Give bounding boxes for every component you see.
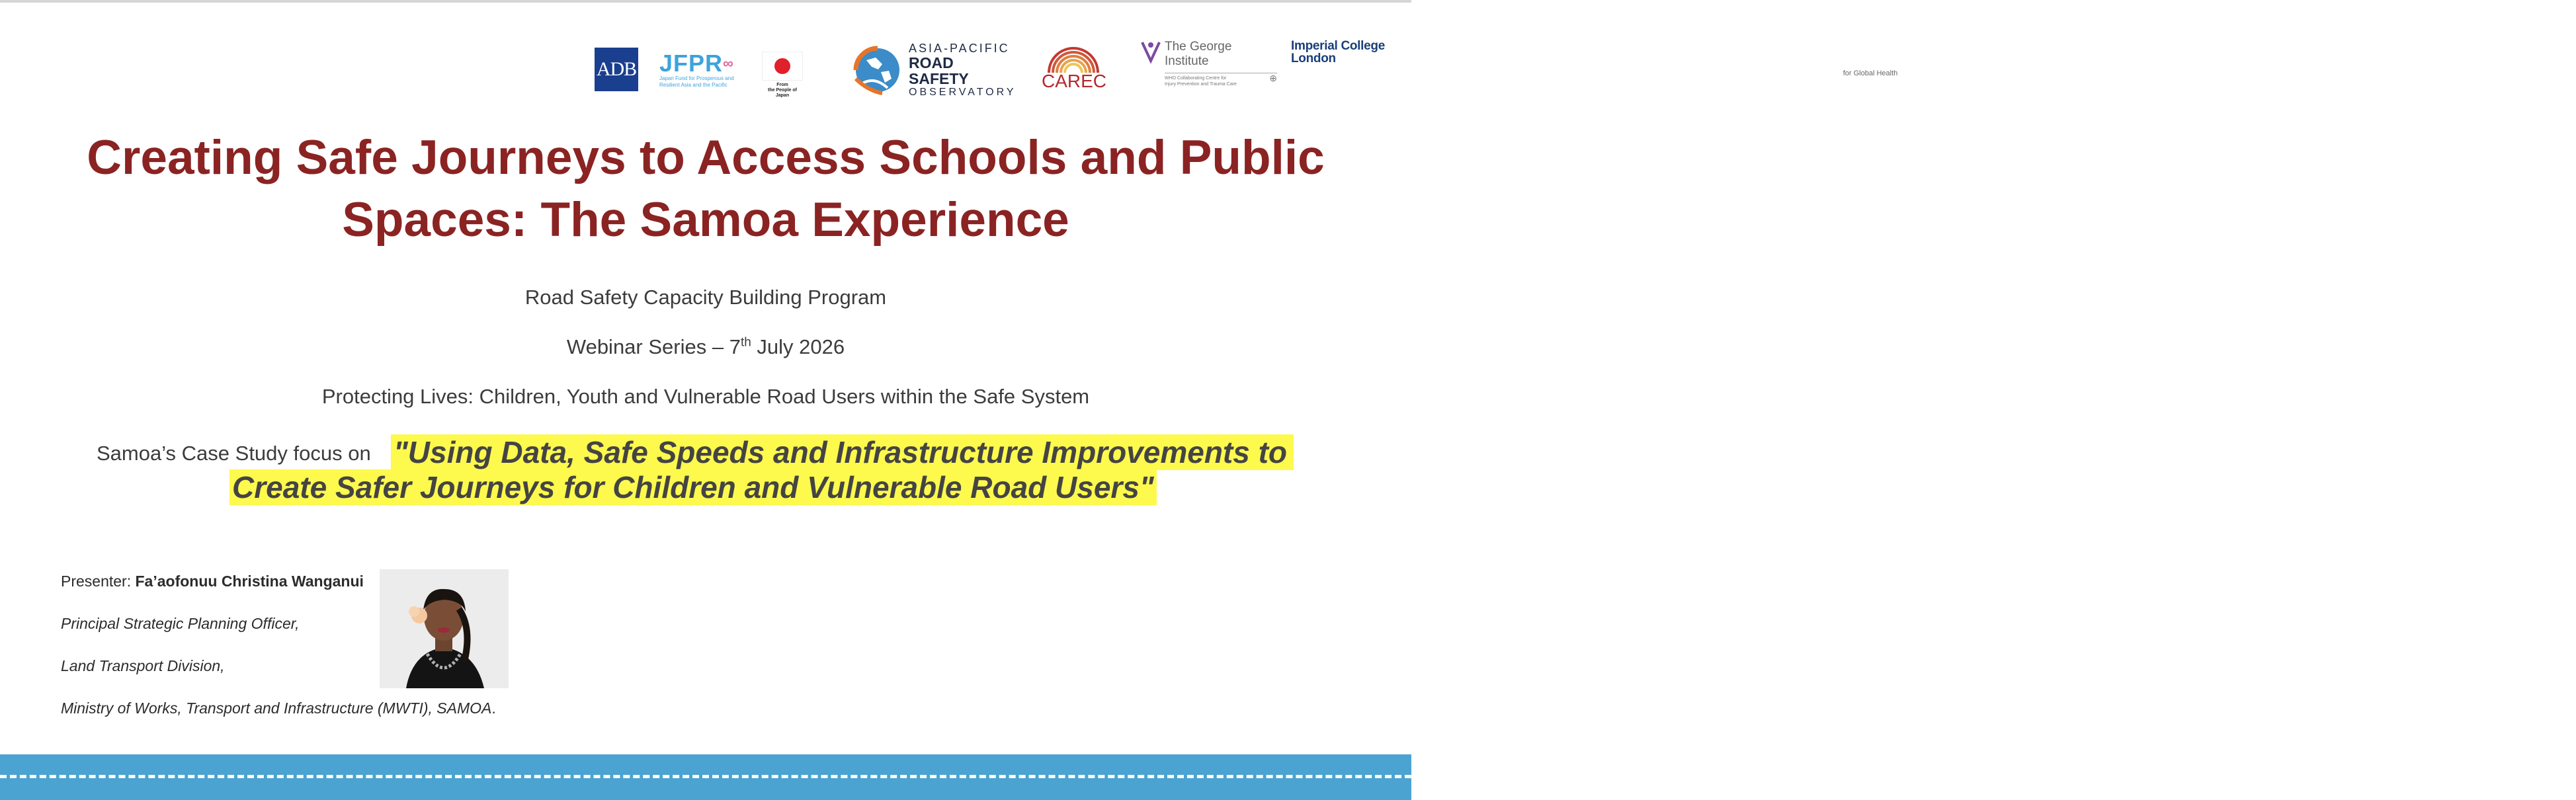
program-name: Road Safety Capacity Building Program xyxy=(524,286,887,309)
who-caption-1: WHO Collaborating Centre for xyxy=(1165,76,1227,81)
jfpr-logo-subtitle: Japan Fund for Prosperous and Resilient Asia and the Pacific xyxy=(659,75,734,88)
carec-arc-icon xyxy=(1045,40,1102,74)
road-band xyxy=(0,754,1411,800)
webinar-sup: th xyxy=(740,335,751,350)
presenter-line xyxy=(61,573,364,590)
imperial-line-2: London xyxy=(1291,52,1336,65)
presenter-label: Presenter: xyxy=(61,573,136,590)
globe-icon xyxy=(853,46,902,95)
aprso-line-3: OBSERVATORY xyxy=(909,87,1017,98)
case-study-lead: Samoa’s Case Study focus on xyxy=(97,442,371,465)
george-institute-name: The George Institute xyxy=(1165,40,1232,68)
george-institute-sub: for Global Health xyxy=(1843,69,1898,77)
jfpr-logo-text: JFPR xyxy=(659,50,724,77)
title-line-2: Spaces: The Samoa Experience xyxy=(342,193,1069,247)
presenter-photo xyxy=(380,569,509,688)
aprso-line-1: ASIA-PACIFIC xyxy=(909,42,1010,55)
japan-caption-2: the People of Japan xyxy=(768,88,797,98)
case-study-quote-line-1: "Using Data, Safe Speeds and Infrastructure Improvements to xyxy=(391,434,1294,470)
imperial-line-1: Imperial College xyxy=(1291,39,1385,53)
japan-flag-icon xyxy=(762,52,803,81)
road-lane-marking xyxy=(0,775,1411,778)
case-study-quote-line-2: Create Safer Journeys for Children and Vulnerable Road Users" xyxy=(229,469,1157,505)
imperial-college-logo xyxy=(1291,40,1390,65)
webinar-theme: Protecting Lives: Children, Youth and Vulnerable Road Users within the Safe System xyxy=(321,385,1090,408)
japan-flag-logo xyxy=(761,52,804,98)
top-border xyxy=(0,0,1411,3)
presenter-name: Fa’aofonuu Christina Wanganui xyxy=(135,573,364,590)
webinar-prefix: Webinar Series – 7 xyxy=(566,335,741,358)
aprso-logo xyxy=(853,42,1017,98)
carec-logo xyxy=(1042,40,1107,95)
adb-logo xyxy=(595,48,638,91)
japan-caption-1: From xyxy=(776,83,788,87)
presenter-ministry xyxy=(61,700,496,717)
webinar-suffix: July 2026 xyxy=(751,335,845,358)
slide-title xyxy=(26,127,1385,251)
aprso-line-2: ROAD SAFETY xyxy=(909,54,969,87)
who-emblem-icon: ⊕ xyxy=(1269,73,1277,83)
presenter-title: Principal Strategic Planning Officer, xyxy=(61,615,300,632)
webinar-date xyxy=(0,335,1411,359)
presenter-division: Land Transport Division, xyxy=(61,657,225,674)
title-line-1: Creating Safe Journeys to Access Schools and Public xyxy=(87,131,1325,184)
adb-logo-text: ADB xyxy=(596,58,637,80)
who-caption-2: Injury Prevention and Trauma Care xyxy=(1165,82,1237,87)
presenter-ministry-text: Ministry of Works, Transport and Infrastructure (MWTI), SAMOA xyxy=(61,700,492,717)
presenter-ministry-period: . xyxy=(491,700,496,717)
jfpr-logo: JFPR∞ Japan Fund for Prosperous and Resilient Asia and the Pacific xyxy=(659,52,735,93)
george-institute-icon xyxy=(1141,40,1161,62)
carec-logo-text: CAREC xyxy=(1042,71,1107,91)
